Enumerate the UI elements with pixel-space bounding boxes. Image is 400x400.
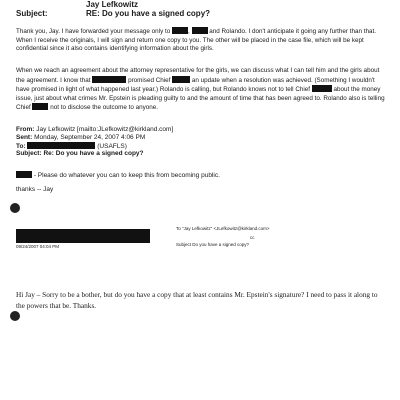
forwarded-sent: Monday, September 24, 2007 4:06 PM — [34, 134, 146, 141]
forwarded-message: - Please do whatever you can to keep this from becoming public. — [16, 171, 220, 180]
header-subject-row — [16, 9, 210, 18]
body-paragraph-2: When we reach an agreement about the attorney representative for the girls, we can discuss what I can tell him and the girls about the agreement. I know that promised Chief an update when a resolution was achieved. (Something I wouldn't have promised in light of what happened last year.) Rolando is calling, but Rolando knows not to tell Chief about the money issue, just about what crimes Mr. Epstein is pleading guilty to and the amount of time that has been agreed to. Rolando also is telling Chief not to disclose the outcome to anyone. — [16, 67, 385, 112]
header-subject: RE: Do you have a signed copy? — [86, 9, 211, 18]
body-paragraph-1: Thank you, Jay. I have forwarded your message only to , and Rolando. I don't anticipate it going any further than that. When I receive the originals, I will sign and return one copy to you. The other will be placed in the case file, which will be kept confidential since it also contains identifying information about the girls. — [16, 28, 377, 53]
redaction-block — [172, 76, 190, 83]
redaction-block — [16, 229, 150, 243]
forwarded-subject: Re: Do you have a signed copy? — [43, 150, 144, 157]
redaction-block — [27, 142, 95, 149]
hole-punch-mark — [10, 203, 20, 213]
forwarded-from: Jay Lefkowitz [mailto:JLefkowitz@kirkland.com] — [36, 126, 174, 133]
final-message: Hi Jay – Sorry to be a bother, but do you have a copy that at least contains Mr. Epstein's signature? I need to pass it along to the powers that be. Thanks. — [16, 290, 378, 310]
header-from: Jay Lefkowitz — [86, 0, 139, 9]
forwarded-from-row: From: Jay Lefkowitz [mailto:JLefkowitz@kirkland.com] — [16, 126, 174, 133]
redaction-block — [312, 85, 332, 92]
lower-cc-label: cc — [250, 235, 255, 240]
hole-punch-mark — [10, 311, 20, 321]
forwarded-signoff: thanks -- Jay — [16, 186, 54, 193]
forwarded-subject-row: Subject: Re: Do you have a signed copy? — [16, 150, 144, 157]
lower-to-line: To "Jay Lefkowitz" <JLefkowitz@kirkland.com> — [176, 226, 270, 231]
forwarded-to: (USAFLS) — [97, 143, 127, 150]
redaction-block — [172, 27, 188, 34]
redaction-block — [92, 76, 126, 83]
header-subject-label: Subject: — [16, 9, 48, 18]
forwarded-to-row: To: (USAFLS) — [16, 143, 127, 150]
forwarded-sent-row: Sent: Monday, September 24, 2007 4:06 PM — [16, 134, 146, 141]
redaction-block — [32, 103, 48, 110]
header-from-row — [16, 0, 138, 9]
lower-date: 09/24/2007 04:04 PM — [16, 244, 60, 249]
redaction-block — [192, 27, 208, 34]
redaction-block — [16, 171, 32, 178]
lower-subject-line: Subject Do you have a signed copy? — [176, 242, 250, 247]
